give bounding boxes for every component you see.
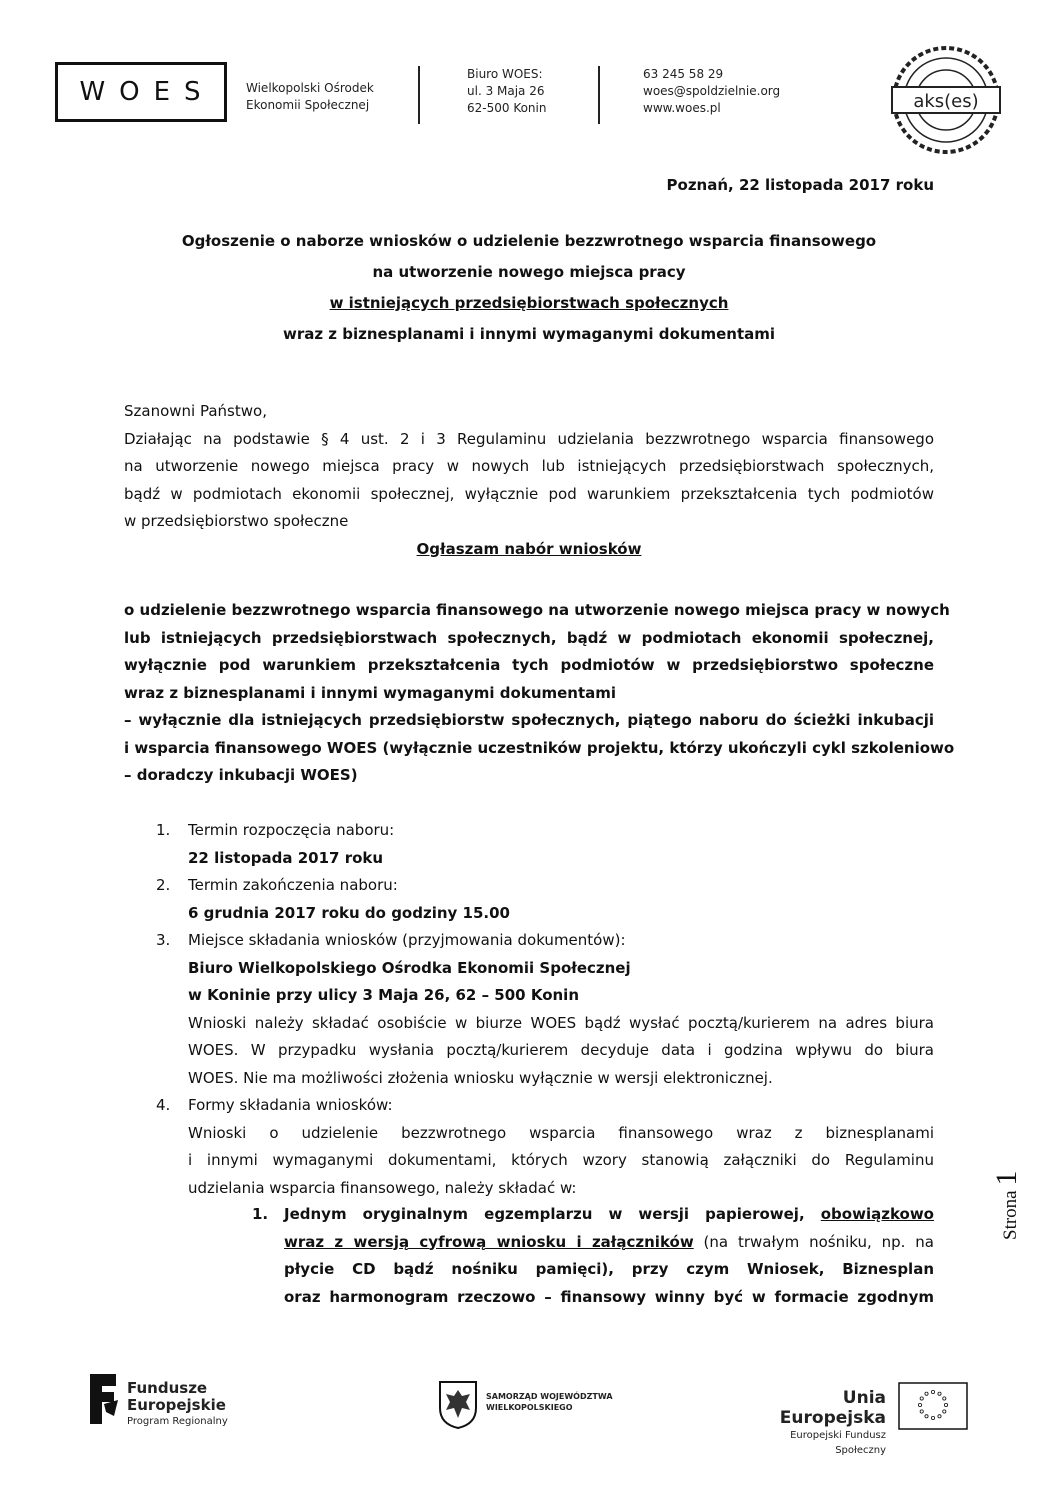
eagle-coat-of-arms-icon <box>436 1380 480 1430</box>
list-item: 3. Miejsce składania wniosków (przyjmowania dokumentów): Biuro Wielkopolskiego Ośrodka Ekonomii Społecznej w Koninie przy ulicy 3 Maja 26, 62 – 500 Konin Wnioski należy składać osobiście w biurze WOES bądź wysłać pocztą/kurierem na adres biura WOES. W przypadku wysłania pocztą/kurierem decyduje data i godzina wpływu do biura WOES. Nie ma możliwości złożenia wniosku wyłącznie w wersji elektronicznej. <box>156 931 934 1087</box>
contact-info <box>643 66 780 117</box>
office-address: Biuro WOES: ul. 3 Maja 26 62-500 Konin <box>467 67 547 115</box>
unia-europejska-text: Unia Europejska Europejski Fundusz Społeczny <box>779 1388 886 1456</box>
numbered-list <box>156 817 934 1202</box>
document-title: Ogłoszenie o naborze wniosków o udzielenie bezzwrotnego wsparcia finansowego na utworzenie nowego miejsca pracy w istniejących przedsiębiorstwach społecznych wraz z biznesplanami i innymi wymaganymi dokumentami <box>181 232 877 343</box>
akses-seal <box>888 42 1004 158</box>
fundusze-europejskie-logo-icon <box>86 1372 120 1426</box>
fundusze-europejskie-text: Fundusze Europejskie Program Regionalny <box>127 1379 228 1427</box>
intro-paragraph: Szanowni Państwo, Działając na podstawie § 4 ust. 2 i 3 Regulaminu udzielania bezzwrotnego wsparcia finansowego na utworzenie nowego miejsca pracy w nowych lub istniejących przedsiębiorstwach społecznych, bądź w podmiotach ekonomii społecznej, wyłącznie pod warunkiem przekształcenia tych podmiotów w przedsiębiorstwo społeczne Ogłaszam nabór wniosków <box>124 398 934 563</box>
announcement-heading: Ogłaszam nabór wniosków <box>416 539 642 558</box>
list-item: 4. Formy składania wniosków: Wnioski o udzielenie bezzwrotnego wsparcia finansowego wraz z biznesplanami i innymi wymaganymi dokumentami, których wzory stanowią załączniki do Regulaminu udzielania wsparcia finansowego, należy składać w: <box>156 1096 934 1197</box>
seal-center-text: aks(es) <box>913 91 979 112</box>
samorzad-text: SAMORZĄD WOJEWÓDZTWA WIELKOPOLSKIEGO <box>486 1392 613 1412</box>
greeting: Szanowni Państwo, <box>124 402 267 420</box>
list-item: 2. Termin zakończenia naboru: 6 grudnia 2017 roku do godziny 15.00 <box>156 876 510 922</box>
announcement-body: o udzielenie bezzwrotnego wsparcia finansowego na utworzenie nowego miejsca pracy w nowych lub istniejących przedsiębiorstwach społecznych, bądź w podmiotach ekonomii społecznej, wyłącznie pod warunkiem przekształcenia tych podmiotów w przedsiębiorstwo społeczne wraz z biznesplanami i innymi wymaganymi dokumentami – wyłącznie dla istniejących przedsiębiorstw społecznych, piątego naboru do ścieżki inkubacji i wsparcia finansowego WOES (wyłącznie uczestników projektu, którzy ukończyli cykl szkoleniowo – doradczy inkubacji WOES) <box>124 601 955 784</box>
eu-flag-icon <box>898 1382 968 1430</box>
sub-list-item: 1. Jednym oryginalnym egzemplarzu w wersji papierowej, obowiązkowo wraz z wersją cyfrową wniosku i załączników (na trwałym nośniku, np. na płycie CD bądź nośniku pamięci), przy czym Wniosek, Biznesplan oraz harmonogram rzeczowo – finansowy winny być w formacie zgodnym <box>252 1205 934 1306</box>
header-divider <box>598 66 600 124</box>
date-line: Poznań, 22 listopada 2017 roku <box>666 176 934 194</box>
header-divider <box>418 66 420 124</box>
email-link[interactable]: woes@spoldzielnie.org <box>643 84 781 98</box>
phone-number: 63 245 58 29 <box>643 67 724 81</box>
org-name: Wielkopolski Ośrodek Ekonomii Społecznej <box>246 81 374 112</box>
website-link[interactable]: www.woes.pl <box>643 101 721 115</box>
page-number: Strona 1 <box>990 1170 1023 1240</box>
woes-logo <box>55 62 227 122</box>
woes-logo-text: WOES <box>79 77 215 107</box>
list-item: 1. Termin rozpoczęcia naboru: 22 listopada 2017 roku <box>156 821 395 867</box>
